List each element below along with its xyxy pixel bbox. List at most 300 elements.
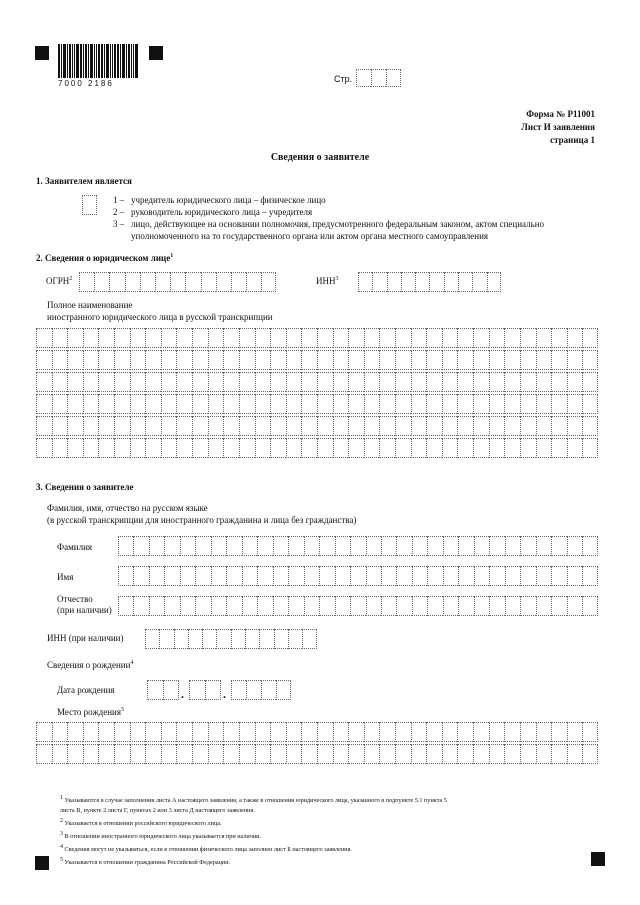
char-cell[interactable]	[52, 744, 68, 764]
char-cell[interactable]	[98, 416, 114, 436]
char-cell[interactable]	[211, 536, 226, 556]
char-cell[interactable]	[520, 596, 535, 616]
char-cell[interactable]	[270, 372, 286, 392]
char-cell[interactable]	[52, 416, 68, 436]
char-cell[interactable]	[83, 416, 99, 436]
company-name-row[interactable]	[36, 372, 598, 392]
char-cell[interactable]	[114, 722, 130, 742]
char-cell[interactable]	[379, 350, 395, 370]
char-cell[interactable]	[582, 328, 598, 348]
char-cell[interactable]	[286, 350, 302, 370]
char-cell[interactable]	[114, 328, 130, 348]
birth-place-row[interactable]	[36, 722, 598, 742]
char-cell[interactable]	[304, 536, 319, 556]
char-cell[interactable]	[239, 722, 255, 742]
char-cell[interactable]	[567, 394, 583, 414]
char-cell[interactable]	[333, 722, 349, 742]
char-cell[interactable]	[364, 350, 380, 370]
char-cell[interactable]	[164, 596, 179, 616]
char-cell[interactable]	[458, 536, 473, 556]
char-cell[interactable]	[504, 744, 520, 764]
char-cell[interactable]	[133, 596, 148, 616]
char-cell[interactable]	[286, 438, 302, 458]
char-cell[interactable]	[301, 722, 317, 742]
char-cell[interactable]	[412, 566, 427, 586]
char-cell[interactable]	[551, 566, 566, 586]
char-cell[interactable]	[348, 350, 364, 370]
char-cell[interactable]	[270, 744, 286, 764]
char-cell[interactable]	[567, 438, 583, 458]
char-cell[interactable]	[114, 394, 130, 414]
applicant-type-field[interactable]	[82, 195, 97, 215]
char-cell[interactable]	[567, 596, 582, 616]
char-cell[interactable]	[211, 596, 226, 616]
char-cell[interactable]	[242, 566, 257, 586]
char-cell[interactable]	[350, 536, 365, 556]
char-cell[interactable]	[52, 438, 68, 458]
char-cell[interactable]	[130, 394, 146, 414]
char-cell[interactable]	[286, 744, 302, 764]
char-cell[interactable]	[379, 744, 395, 764]
char-cell[interactable]	[270, 394, 286, 414]
char-cell[interactable]	[457, 722, 473, 742]
char-cell[interactable]	[426, 416, 442, 436]
char-cell[interactable]	[582, 394, 598, 414]
char-cell[interactable]	[335, 566, 350, 586]
char-cell[interactable]	[301, 372, 317, 392]
char-cell[interactable]	[223, 744, 239, 764]
char-cell[interactable]	[379, 416, 395, 436]
char-cell[interactable]	[567, 722, 583, 742]
char-cell[interactable]	[67, 394, 83, 414]
char-cell[interactable]	[98, 394, 114, 414]
char-cell[interactable]	[536, 350, 552, 370]
char-cell[interactable]	[145, 372, 161, 392]
char-cell[interactable]	[223, 394, 239, 414]
char-cell[interactable]	[567, 350, 583, 370]
char-cell[interactable]	[317, 438, 333, 458]
char-cell[interactable]	[381, 596, 396, 616]
char-cell[interactable]	[379, 438, 395, 458]
char-cell[interactable]	[567, 744, 583, 764]
char-cell[interactable]	[504, 394, 520, 414]
char-cell[interactable]	[180, 566, 195, 586]
char-cell[interactable]	[36, 328, 52, 348]
char-cell[interactable]	[208, 350, 224, 370]
char-cell[interactable]	[226, 536, 241, 556]
char-cell[interactable]	[489, 328, 505, 348]
char-cell[interactable]	[536, 416, 552, 436]
char-cell[interactable]	[536, 328, 552, 348]
char-cell[interactable]	[457, 438, 473, 458]
char-cell[interactable]	[176, 394, 192, 414]
char-cell[interactable]	[489, 536, 504, 556]
char-cell[interactable]	[180, 536, 195, 556]
char-cell[interactable]	[473, 744, 489, 764]
char-cell[interactable]	[161, 350, 177, 370]
birth-year-field[interactable]	[231, 680, 291, 700]
char-cell[interactable]	[504, 722, 520, 742]
char-cell[interactable]	[304, 596, 319, 616]
company-name-row[interactable]	[36, 350, 598, 370]
char-cell[interactable]	[567, 536, 582, 556]
char-cell[interactable]	[582, 596, 597, 616]
char-cell[interactable]	[348, 372, 364, 392]
char-cell[interactable]	[36, 438, 52, 458]
char-cell[interactable]	[239, 328, 255, 348]
char-cell[interactable]	[317, 394, 333, 414]
char-cell[interactable]	[457, 350, 473, 370]
birth-month-field[interactable]	[189, 680, 221, 700]
char-cell[interactable]	[536, 596, 551, 616]
char-cell[interactable]	[505, 536, 520, 556]
char-cell[interactable]	[98, 722, 114, 742]
char-cell[interactable]	[83, 394, 99, 414]
char-cell[interactable]	[317, 328, 333, 348]
char-cell[interactable]	[192, 328, 208, 348]
char-cell[interactable]	[427, 596, 442, 616]
char-cell[interactable]	[317, 350, 333, 370]
char-cell[interactable]	[130, 722, 146, 742]
char-cell[interactable]	[474, 536, 489, 556]
char-cell[interactable]	[411, 416, 427, 436]
char-cell[interactable]	[273, 536, 288, 556]
char-cell[interactable]	[333, 744, 349, 764]
char-cell[interactable]	[364, 438, 380, 458]
char-cell[interactable]	[195, 536, 210, 556]
char-cell[interactable]	[242, 596, 257, 616]
char-cell[interactable]	[192, 744, 208, 764]
char-cell[interactable]	[36, 372, 52, 392]
char-cell[interactable]	[130, 372, 146, 392]
char-cell[interactable]	[145, 438, 161, 458]
char-cell[interactable]	[255, 394, 271, 414]
char-cell[interactable]	[149, 536, 164, 556]
char-cell[interactable]	[317, 416, 333, 436]
char-cell[interactable]	[474, 566, 489, 586]
company-name-row[interactable]	[36, 328, 598, 348]
char-cell[interactable]	[442, 350, 458, 370]
char-cell[interactable]	[350, 596, 365, 616]
char-cell[interactable]	[364, 328, 380, 348]
char-cell[interactable]	[395, 438, 411, 458]
char-cell[interactable]	[208, 416, 224, 436]
char-cell[interactable]	[364, 744, 380, 764]
char-cell[interactable]	[366, 566, 381, 586]
char-cell[interactable]	[36, 722, 52, 742]
char-cell[interactable]	[426, 438, 442, 458]
char-cell[interactable]	[442, 744, 458, 764]
char-cell[interactable]	[473, 394, 489, 414]
char-cell[interactable]	[520, 328, 536, 348]
char-cell[interactable]	[442, 722, 458, 742]
char-cell[interactable]	[364, 394, 380, 414]
char-cell[interactable]	[520, 372, 536, 392]
char-cell[interactable]	[301, 394, 317, 414]
company-name-row[interactable]	[36, 394, 598, 414]
char-cell[interactable]	[223, 372, 239, 392]
char-cell[interactable]	[567, 416, 583, 436]
char-cell[interactable]	[255, 722, 271, 742]
char-cell[interactable]	[257, 596, 272, 616]
char-cell[interactable]	[379, 328, 395, 348]
char-cell[interactable]	[395, 722, 411, 742]
char-cell[interactable]	[458, 596, 473, 616]
char-cell[interactable]	[395, 744, 411, 764]
char-cell[interactable]	[273, 596, 288, 616]
char-cell[interactable]	[457, 416, 473, 436]
char-cell[interactable]	[52, 722, 68, 742]
char-cell[interactable]	[145, 328, 161, 348]
char-cell[interactable]	[223, 438, 239, 458]
char-cell[interactable]	[411, 438, 427, 458]
char-cell[interactable]	[505, 596, 520, 616]
char-cell[interactable]	[208, 372, 224, 392]
char-cell[interactable]	[536, 394, 552, 414]
char-cell[interactable]	[270, 350, 286, 370]
char-cell[interactable]	[520, 350, 536, 370]
char-cell[interactable]	[457, 372, 473, 392]
char-cell[interactable]	[304, 566, 319, 586]
char-cell[interactable]	[286, 394, 302, 414]
char-cell[interactable]	[457, 394, 473, 414]
char-cell[interactable]	[551, 372, 567, 392]
char-cell[interactable]	[350, 566, 365, 586]
char-cell[interactable]	[176, 328, 192, 348]
char-cell[interactable]	[133, 566, 148, 586]
char-cell[interactable]	[426, 328, 442, 348]
char-cell[interactable]	[319, 536, 334, 556]
char-cell[interactable]	[161, 372, 177, 392]
char-cell[interactable]	[67, 350, 83, 370]
char-cell[interactable]	[582, 744, 598, 764]
char-cell[interactable]	[114, 372, 130, 392]
char-cell[interactable]	[412, 536, 427, 556]
char-cell[interactable]	[348, 744, 364, 764]
char-cell[interactable]	[36, 744, 52, 764]
char-cell[interactable]	[427, 536, 442, 556]
char-cell[interactable]	[395, 350, 411, 370]
char-cell[interactable]	[426, 744, 442, 764]
char-cell[interactable]	[270, 328, 286, 348]
char-cell[interactable]	[442, 372, 458, 392]
char-cell[interactable]	[427, 566, 442, 586]
char-cell[interactable]	[348, 394, 364, 414]
char-cell[interactable]	[67, 744, 83, 764]
char-cell[interactable]	[145, 350, 161, 370]
char-cell[interactable]	[551, 350, 567, 370]
char-cell[interactable]	[395, 394, 411, 414]
birth-day-field[interactable]	[147, 680, 179, 700]
char-cell[interactable]	[504, 438, 520, 458]
char-cell[interactable]	[176, 744, 192, 764]
company-name-row[interactable]	[36, 438, 598, 458]
char-cell[interactable]	[257, 566, 272, 586]
char-cell[interactable]	[149, 566, 164, 586]
char-cell[interactable]	[242, 536, 257, 556]
char-cell[interactable]	[208, 722, 224, 742]
char-cell[interactable]	[551, 536, 566, 556]
char-cell[interactable]	[551, 394, 567, 414]
char-cell[interactable]	[520, 536, 535, 556]
char-cell[interactable]	[520, 566, 535, 586]
char-cell[interactable]	[489, 350, 505, 370]
char-cell[interactable]	[536, 438, 552, 458]
char-cell[interactable]	[286, 372, 302, 392]
char-cell[interactable]	[255, 744, 271, 764]
char-cell[interactable]	[195, 566, 210, 586]
char-cell[interactable]	[67, 328, 83, 348]
char-cell[interactable]	[176, 372, 192, 392]
char-cell[interactable]	[504, 350, 520, 370]
char-cell[interactable]	[83, 328, 99, 348]
char-cell[interactable]	[335, 536, 350, 556]
char-cell[interactable]	[473, 416, 489, 436]
char-cell[interactable]	[301, 328, 317, 348]
char-cell[interactable]	[582, 536, 597, 556]
char-cell[interactable]	[208, 328, 224, 348]
char-cell[interactable]	[52, 372, 68, 392]
char-cell[interactable]	[67, 722, 83, 742]
char-cell[interactable]	[301, 416, 317, 436]
char-cell[interactable]	[333, 438, 349, 458]
char-cell[interactable]	[457, 328, 473, 348]
char-cell[interactable]	[239, 438, 255, 458]
char-cell[interactable]	[348, 416, 364, 436]
char-cell[interactable]	[161, 744, 177, 764]
char-cell[interactable]	[36, 350, 52, 370]
char-cell[interactable]	[395, 372, 411, 392]
char-cell[interactable]	[114, 350, 130, 370]
char-cell[interactable]	[288, 536, 303, 556]
char-cell[interactable]	[149, 596, 164, 616]
char-cell[interactable]	[551, 416, 567, 436]
char-cell[interactable]	[130, 328, 146, 348]
char-cell[interactable]	[208, 744, 224, 764]
char-cell[interactable]	[443, 566, 458, 586]
char-cell[interactable]	[474, 596, 489, 616]
char-cell[interactable]	[161, 438, 177, 458]
char-cell[interactable]	[130, 416, 146, 436]
char-cell[interactable]	[504, 328, 520, 348]
char-cell[interactable]	[161, 328, 177, 348]
char-cell[interactable]	[520, 438, 536, 458]
char-cell[interactable]	[411, 328, 427, 348]
char-cell[interactable]	[239, 416, 255, 436]
char-cell[interactable]	[239, 350, 255, 370]
char-cell[interactable]	[176, 438, 192, 458]
char-cell[interactable]	[208, 438, 224, 458]
char-cell[interactable]	[443, 536, 458, 556]
char-cell[interactable]	[379, 394, 395, 414]
char-cell[interactable]	[83, 350, 99, 370]
char-cell[interactable]	[286, 722, 302, 742]
char-cell[interactable]	[489, 596, 504, 616]
char-cell[interactable]	[288, 596, 303, 616]
char-cell[interactable]	[489, 744, 505, 764]
char-cell[interactable]	[348, 438, 364, 458]
char-cell[interactable]	[270, 416, 286, 436]
char-cell[interactable]	[130, 438, 146, 458]
char-cell[interactable]	[161, 722, 177, 742]
char-cell[interactable]	[52, 394, 68, 414]
char-cell[interactable]	[114, 416, 130, 436]
char-cell[interactable]	[270, 722, 286, 742]
char-cell[interactable]	[551, 328, 567, 348]
char-cell[interactable]	[223, 328, 239, 348]
char-cell[interactable]	[118, 566, 133, 586]
char-cell[interactable]	[257, 536, 272, 556]
char-cell[interactable]	[333, 328, 349, 348]
char-cell[interactable]	[67, 372, 83, 392]
char-cell[interactable]	[366, 596, 381, 616]
char-cell[interactable]	[192, 438, 208, 458]
char-cell[interactable]	[411, 394, 427, 414]
birth-place-row[interactable]	[36, 744, 598, 764]
patronymic-field[interactable]	[118, 596, 598, 616]
char-cell[interactable]	[473, 722, 489, 742]
char-cell[interactable]	[211, 566, 226, 586]
char-cell[interactable]	[133, 536, 148, 556]
char-cell[interactable]	[255, 438, 271, 458]
char-cell[interactable]	[114, 744, 130, 764]
char-cell[interactable]	[333, 372, 349, 392]
char-cell[interactable]	[396, 536, 411, 556]
char-cell[interactable]	[489, 394, 505, 414]
char-cell[interactable]	[379, 722, 395, 742]
char-cell[interactable]	[504, 416, 520, 436]
char-cell[interactable]	[98, 744, 114, 764]
char-cell[interactable]	[208, 394, 224, 414]
char-cell[interactable]	[301, 744, 317, 764]
char-cell[interactable]	[457, 744, 473, 764]
char-cell[interactable]	[335, 596, 350, 616]
char-cell[interactable]	[473, 328, 489, 348]
char-cell[interactable]	[536, 372, 552, 392]
char-cell[interactable]	[567, 372, 583, 392]
char-cell[interactable]	[551, 438, 567, 458]
char-cell[interactable]	[98, 438, 114, 458]
char-cell[interactable]	[145, 394, 161, 414]
char-cell[interactable]	[286, 328, 302, 348]
char-cell[interactable]	[504, 372, 520, 392]
char-cell[interactable]	[551, 744, 567, 764]
char-cell[interactable]	[67, 438, 83, 458]
char-cell[interactable]	[164, 536, 179, 556]
char-cell[interactable]	[270, 438, 286, 458]
char-cell[interactable]	[582, 722, 598, 742]
char-cell[interactable]	[317, 372, 333, 392]
char-cell[interactable]	[442, 328, 458, 348]
char-cell[interactable]	[223, 416, 239, 436]
char-cell[interactable]	[83, 438, 99, 458]
char-cell[interactable]	[458, 566, 473, 586]
char-cell[interactable]	[536, 722, 552, 742]
char-cell[interactable]	[36, 416, 52, 436]
char-cell[interactable]	[161, 416, 177, 436]
char-cell[interactable]	[145, 744, 161, 764]
char-cell[interactable]	[520, 722, 536, 742]
char-cell[interactable]	[348, 328, 364, 348]
char-cell[interactable]	[192, 416, 208, 436]
char-cell[interactable]	[536, 536, 551, 556]
char-cell[interactable]	[255, 350, 271, 370]
char-cell[interactable]	[223, 350, 239, 370]
ogrn-field[interactable]	[79, 272, 277, 292]
char-cell[interactable]	[192, 372, 208, 392]
char-cell[interactable]	[83, 372, 99, 392]
char-cell[interactable]	[239, 372, 255, 392]
